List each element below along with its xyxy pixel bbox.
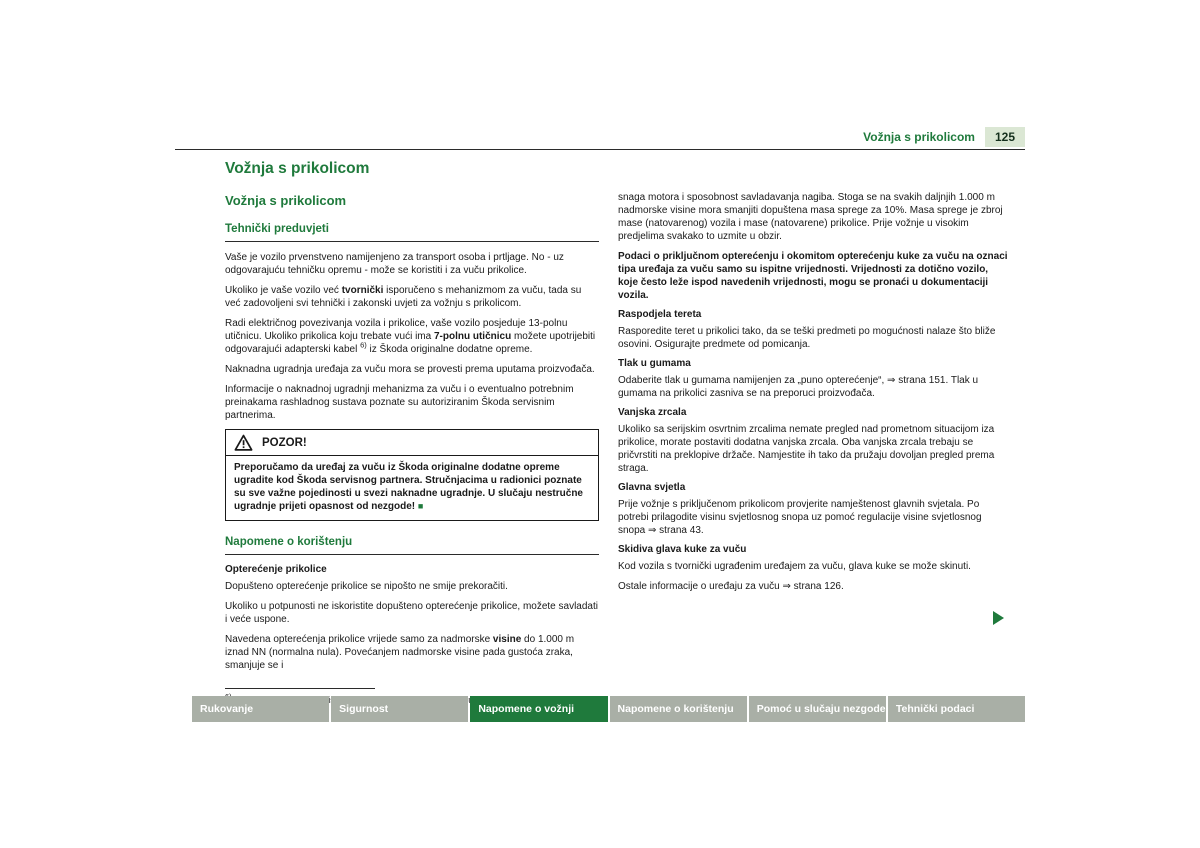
paragraph-bold-note: Podaci o priključnom opterećenju i okomitom opterećenju kuke za vuču na oznaci tipa uređaja za vuču samo su ispitne vrijednosti. Vrijednosti za dotično vozilo, koje često leže ispod navedenih vrijednosti, mogu se pronaći u dokumentaciji vozila.: [618, 251, 1008, 301]
warning-triangle-icon: [234, 434, 253, 451]
topic-heading: Raspodjela tereta: [618, 309, 702, 320]
running-header-title: Vožnja s prikolicom: [863, 130, 975, 144]
topic-heading: Tlak u gumama: [618, 358, 691, 369]
topic-block: [618, 482, 1008, 537]
footer-tab-napomene-o-koristenju[interactable]: Napomene o korištenju: [610, 696, 747, 722]
warning-title: POZOR!: [262, 436, 307, 449]
topic-heading: Opterećenje prikolice: [225, 564, 327, 575]
cross-reference: Ostale informacije o uređaju za vuču ⇒ strana 126.: [618, 581, 844, 592]
warning-box-header: [226, 430, 598, 456]
page-number: 125: [985, 127, 1025, 147]
footer-tab-tehnicki-podaci[interactable]: Tehnički podaci: [888, 696, 1025, 722]
footer-tab-sigurnost[interactable]: Sigurnost: [331, 696, 468, 722]
footer-nav: [192, 696, 1025, 722]
paragraph: Ukoliko u potpunosti ne iskoristite dopušteno opterećenje prikolice, možete savladati i veće uspone.: [225, 601, 598, 625]
paragraph: Kod vozila s tvornički ugrađenim uređajem za vuču, glava kuke se može skinuti.: [618, 561, 971, 572]
paragraph: Naknadna ugradnja uređaja za vuču mora se provesti prema uputama proizvođača.: [225, 364, 595, 375]
paragraph: Informacije o naknadnoj ugradnji mehanizma za vuču i o eventualno potrebnim preinakama rashladnog sustava poznate su autoriziranim Škoda servisnim partnerima.: [225, 384, 574, 421]
left-column: [225, 160, 599, 707]
footer-tab-napomene-o-voznji[interactable]: Napomene o vožnji: [470, 696, 607, 722]
topic-block: [618, 544, 1008, 573]
chapter-title: Vožnja s prikolicom: [225, 160, 370, 177]
paragraph: Prije vožnje s priključenom prikolicom provjerite namještenost glavnih svjetala. Po potrebi prilagodite visinu svjetlosnog snopa uz pomoć regulacije visine svjetlosnog snopa ⇒ strana 43.: [618, 499, 982, 536]
topic-heading: Glavna svjetla: [618, 482, 686, 493]
right-column: [618, 191, 1008, 600]
paragraph: Dopušteno opterećenje prikolice se nipošto ne smije prekoračiti.: [225, 581, 508, 592]
end-of-warning-mark: ■: [417, 501, 424, 511]
paragraph: Navedena opterećenja prikolice vrijede samo za nadmorske visine do 1.000 m iznad NN (normalna nula). Povećanjem nadmorske visine pada gustoća zraka, smanjuje se i: [225, 634, 575, 671]
paragraph: Ukoliko sa serijskim osvrtnim zrcalima nemate pregled nad prometnom situacijom iza prikolice, morate postaviti dodatna vanjska zrcala. Oba vanjska zrcala trebaju se pričvrstiti na preklopive držače. Namjestite ih tako da pružaju dovoljan pregled prema straga.: [618, 424, 995, 474]
paragraph: Radi električnog povezivanja vozila i prikolice, vaše vozilo posjeduje 13-polnu utičnicu. Ukoliko prikolica koju trebate vući ima 7-polnu utičnicu možete upotrijebiti odgovarajući adapterski kabel $^{6)}$ iz Škoda originalne dodatne opreme.: [225, 318, 596, 355]
paragraph: Ukoliko je vaše vozilo već tvornički isporučeno s mehanizmom za vuču, tada su već zadovoljeni svi tehnički i zakonski uvjeti za vožnju s prikolicom.: [225, 285, 582, 309]
page-header: [175, 127, 1025, 147]
warning-text: Preporučamo da uređaj za vuču iz Škoda originalne dodatne opreme ugradite kod Škoda servisnog partnera. Stručnjacima u radionici poznate su sve važne pojedinosti u svezi naknadne ugradnje. U slučaju nestručne ugradnje prijeti opasnost od nezgode!: [234, 462, 583, 512]
footer-tab-rukovanje[interactable]: Rukovanje: [192, 696, 329, 722]
paragraph: Vaše je vozilo prvenstveno namijenjeno za transport osoba i prtljage. No - uz odgovarajuću tehničku opremu - može se koristiti i za vuču prikolice.: [225, 252, 564, 276]
footer-tab-pomoc-u-slucaju-nezgode[interactable]: Pomoć u slučaju nezgode: [749, 696, 886, 722]
subsection-heading-tehnicki-preduvjeti: Tehnički preduvjeti: [225, 223, 599, 242]
paragraph: Odaberite tlak u gumama namijenjen za „puno opterećenje“, ⇒ strana 151. Tlak u gumama na prikolici zasniva se na preporuci proizvođača.: [618, 375, 979, 399]
paragraph: snaga motora i sposobnost savladavanja nagiba. Stoga se na svakih daljnjih 1.000 m nadmorske visine mora smanjiti dopuštena masa sprege za 10%. Masa sprege je zbroj mase (natovarenog) vozila i mase (natovarene) prikolice. Prije vožnje u visokim predjelima svakako to uzmite u obzir.: [618, 192, 1003, 242]
paragraph: Rasporedite teret u prikolici tako, da se teški predmeti po mogućnosti nalaze što bliže osovini. Osigurajte predmete od pomicanja.: [618, 326, 996, 350]
warning-box: [225, 429, 599, 521]
topic-block: [618, 358, 1008, 400]
topic-block: [618, 309, 1008, 351]
subsection-heading-napomene-o-koristenju: Napomene o korištenju: [225, 536, 599, 555]
section-title: Vožnja s prikolicom: [225, 193, 347, 208]
page-continues-arrow-icon: [993, 611, 1004, 625]
topic-heading: Skidiva glava kuke za vuču: [618, 544, 747, 555]
topic-block: [618, 407, 1008, 475]
warning-body: [226, 456, 598, 520]
topic-heading: Vanjska zrcala: [618, 407, 687, 418]
footnote-rule: [225, 688, 375, 689]
header-rule: [175, 149, 1025, 150]
